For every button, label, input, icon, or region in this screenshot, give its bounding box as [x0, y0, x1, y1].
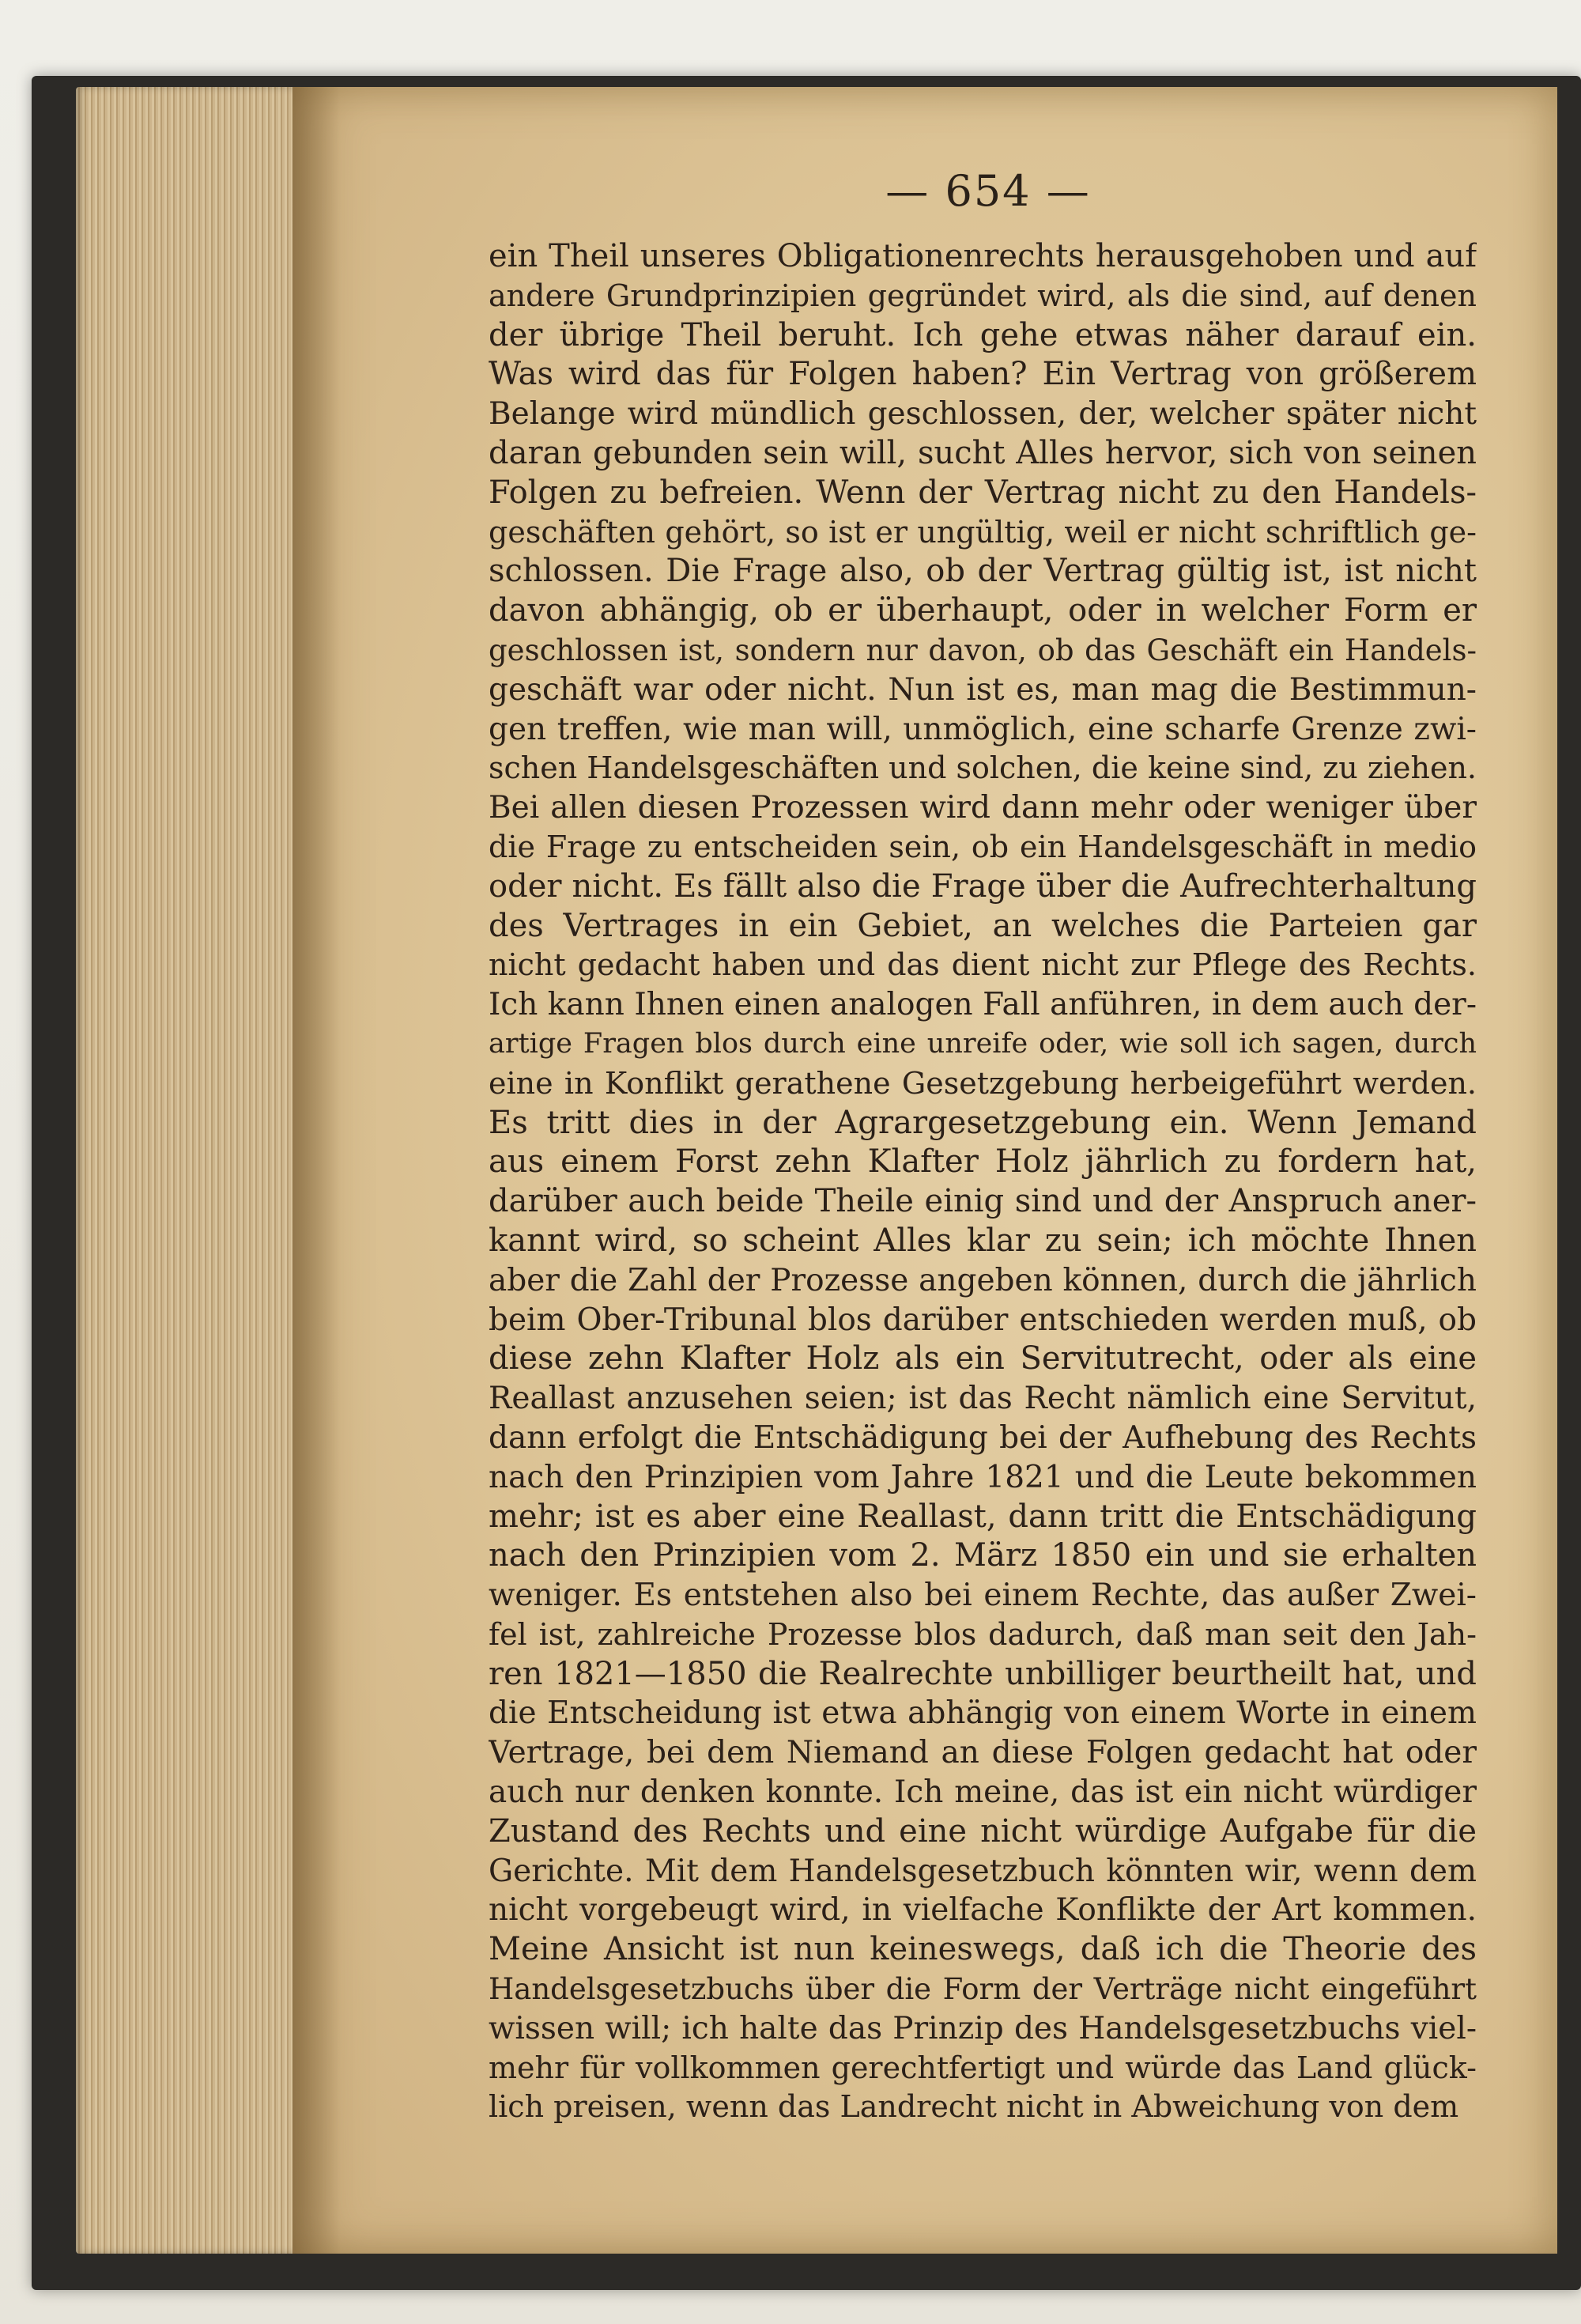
text-line: des Vertrages in ein Gebiet, an welches die Parteien gar [489, 907, 1477, 944]
text-line: diese zehn Klafter Holz als ein Servitutrecht, oder als eine [489, 1340, 1477, 1377]
text-line: Handelsgesetzbuchs über die Form der Verträge nicht eingeführt [489, 1972, 1477, 2007]
text-line: die Frage zu entscheiden sein, ob ein Handelsgeschäft in medio [489, 829, 1477, 864]
text-line: schen Handelsgeschäften und solchen, die keine sind, zu ziehen. [489, 750, 1477, 786]
text-line: der übrige Theil beruht. Ich gehe etwas näher darauf ein. [489, 316, 1477, 353]
text-line: Zustand des Rechts und eine nicht würdige Aufgabe für die [489, 1812, 1477, 1850]
text-line: Belange wird mündlich geschlossen, der, welcher später nicht [489, 396, 1477, 433]
text-line: nicht vorgebeugt wird, in vielfache Konflikte der Art kommen. [489, 1892, 1477, 1929]
text-line: nicht gedacht haben und das dient nicht zur Pflege des Rechts. [489, 947, 1477, 983]
text-line: Folgen zu befreien. Wenn der Vertrag nicht zu den Handels- [489, 474, 1477, 511]
text-line: Reallast anzusehen seien; ist das Recht nämlich eine Servitut, [489, 1381, 1477, 1417]
text-line: ren 1821—1850 die Realrechte unbilliger beurtheilt hat, und [489, 1655, 1477, 1692]
text-line: geschäft war oder nicht. Nun ist es, man mag die Bestimmun- [489, 671, 1477, 708]
body-text [489, 237, 1477, 2127]
text-line: Bei allen diesen Prozessen wird dann mehr oder weniger über [489, 790, 1477, 826]
page-number-header: — 654 — [885, 166, 1091, 216]
text-line: auch nur denken konnte. Ich meine, das ist ein nicht würdiger [489, 1774, 1477, 1811]
text-line: beim Ober-Tribunal blos darüber entschieden werden muß, ob [489, 1302, 1477, 1338]
text-line: Es tritt dies in der Agrargesetzgebung ein. Wenn Jemand [489, 1104, 1477, 1141]
text-line: Vertrage, bei dem Niemand an diese Folgen gedacht hat oder [489, 1735, 1477, 1771]
text-line: wissen will; ich halte das Prinzip des Handelsgesetzbuchs viel- [489, 2010, 1477, 2046]
text-line: mehr; ist es aber eine Reallast, dann tritt die Entschädigung [489, 1498, 1477, 1535]
text-line: die Entscheidung ist etwa abhängig von einem Worte in einem [489, 1695, 1477, 1732]
text-line: darüber auch beide Theile einig sind und der Anspruch aner- [489, 1183, 1477, 1220]
text-line: Gerichte. Mit dem Handelsgesetzbuch könnten wir, wenn dem [489, 1853, 1477, 1889]
text-line: ein Theil unseres Obligationenrechts herausgehoben und auf [489, 238, 1477, 274]
text-line: oder nicht. Es fällt also die Frage über die Aufrechterhaltung [489, 867, 1477, 905]
text-line: aber die Zahl der Prozesse angeben können, durch die jährlich [489, 1262, 1477, 1298]
text-line: lich preisen, wenn das Landrecht nicht in Abweichung von dem [489, 2089, 1459, 2125]
text-line: artige Fragen blos durch eine unreife oder, wie soll ich sagen, durch [489, 1027, 1477, 1060]
text-line: dann erfolgt die Entschädigung bei der Aufhebung des Rechts [489, 1419, 1477, 1456]
text-line: fel ist, zahlreiche Prozesse blos dadurch, daß man seit den Jah- [489, 1616, 1477, 1652]
text-line: davon abhängig, ob er überhaupt, oder in welcher Form er [489, 592, 1477, 629]
text-line: gen treffen, wie man will, unmöglich, eine scharfe Grenze zwi- [489, 711, 1477, 747]
text-line: Ich kann Ihnen einen analogen Fall anführen, in dem auch der- [489, 987, 1477, 1023]
text-line: weniger. Es entstehen also bei einem Rechte, das außer Zwei- [489, 1578, 1477, 1614]
text-line: nach den Prinzipien vom 2. März 1850 ein und sie erhalten [489, 1537, 1477, 1574]
text-line: daran gebunden sein will, sucht Alles hervor, sich von seinen [489, 434, 1477, 471]
text-line: schlossen. Die Frage also, ob der Vertrag gültig ist, ist nicht [489, 553, 1477, 590]
text-line: Was wird das für Folgen haben? Ein Vertrag von größerem [489, 356, 1477, 393]
text-line: mehr für vollkommen gerechtfertigt und würde das Land glück- [489, 2050, 1477, 2085]
text-line: geschäften gehört, so ist er ungültig, weil er nicht schriftlich ge- [489, 514, 1477, 550]
text-line: nach den Prinzipien vom Jahre 1821 und die Leute bekommen [489, 1459, 1477, 1495]
page-edges-stack [76, 87, 313, 2254]
text-line: aus einem Forst zehn Klafter Holz jährlich zu fordern hat, [489, 1143, 1477, 1181]
text-line: Meine Ansicht ist nun keineswegs, daß ich die Theorie des [489, 1931, 1477, 1968]
text-line: andere Grundprinzipien gegründet wird, als die sind, auf denen [489, 278, 1477, 313]
text-line: kannt wird, so scheint Alles klar zu sein; ich möchte Ihnen [489, 1222, 1477, 1259]
text-line: eine in Konflikt gerathene Gesetzgebung herbeigeführt werden. [489, 1065, 1477, 1101]
gutter-shadow [292, 87, 340, 2254]
text-line: geschlossen ist, sondern nur davon, ob das Geschäft ein Handels- [489, 633, 1477, 667]
